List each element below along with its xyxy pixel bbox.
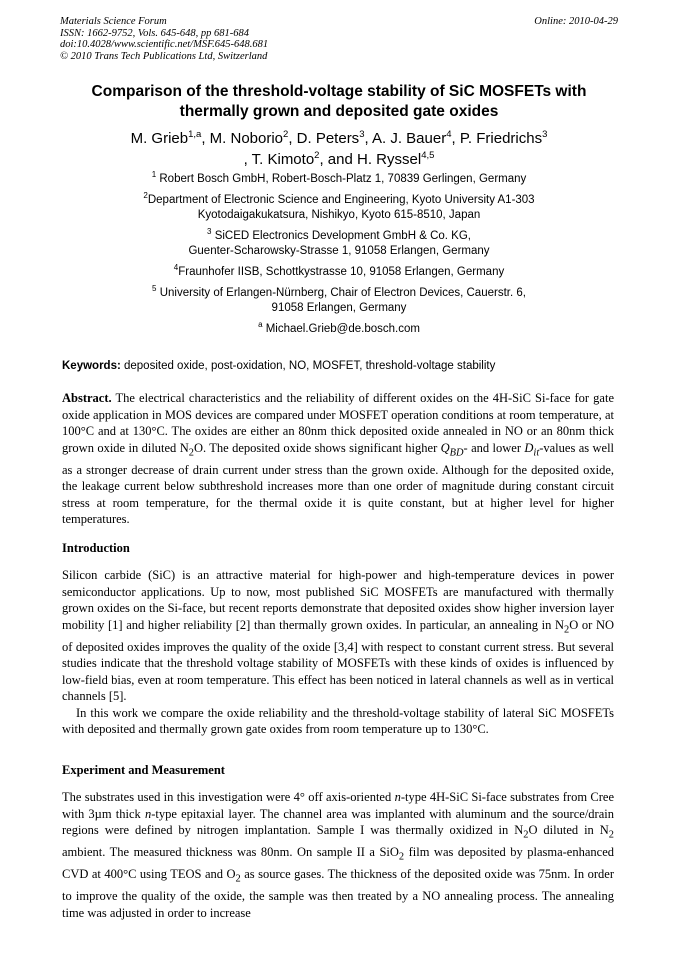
affiliation bbox=[60, 265, 618, 280]
affiliation-line: Robert Bosch GmbH, Robert-Bosch-Platz 1, 70839 Gerlingen, Germany bbox=[159, 173, 527, 185]
author-name: , T. Kimoto bbox=[243, 151, 315, 168]
affiliation-line: Guenter-Scharowsky-Strasse 1, 91058 Erlangen, Germany bbox=[188, 245, 490, 257]
author-affiliation-mark: 3 bbox=[359, 129, 365, 140]
abstract-label: Abstract. bbox=[62, 391, 112, 405]
journal-name: Materials Science Forum bbox=[60, 16, 167, 27]
copyright-line: © 2010 Trans Tech Publications Ltd, Switzerland bbox=[60, 50, 268, 62]
journal-header bbox=[60, 16, 618, 62]
subscript: 2 bbox=[564, 624, 570, 635]
paragraph-text: ambient. The measured thickness was 80nm. On sample II a SiO bbox=[62, 845, 399, 859]
affiliation bbox=[60, 193, 618, 223]
section-heading-experiment: Experiment and Measurement bbox=[62, 763, 225, 777]
paragraph-text: -type 4H-SiC Si-face substrates from Cree with 3µm thick bbox=[62, 790, 614, 821]
author-list bbox=[60, 128, 618, 170]
paragraph-text: O diluted in N bbox=[528, 823, 609, 837]
affiliation-email bbox=[60, 322, 618, 337]
section-heading-introduction: Introduction bbox=[62, 541, 130, 555]
paragraph-text: as source gases. The thickness of the deposited oxide was 75nm. In order to improve the quality of the oxide, the sample was then treated by a NO annealing process. The annealing time was adjusted in order to increase bbox=[62, 867, 614, 920]
affiliation-mark: 4 bbox=[173, 263, 179, 273]
italic-n: n bbox=[144, 806, 152, 821]
symbol: Q bbox=[440, 440, 450, 455]
author-name: , P. Friedrichs bbox=[451, 130, 543, 147]
subscript: 2 bbox=[608, 829, 614, 841]
author-name: , D. Peters bbox=[288, 130, 360, 147]
author-name: , and H. Ryssel bbox=[319, 151, 422, 168]
keywords-text: deposited oxide, post-oxidation, NO, MOSFET, threshold-voltage stability bbox=[120, 360, 496, 372]
paragraph-text: -type epitaxial layer. The channel area was implanted with aluminum and the source/drain regions were defined by nitrogen implantation. Sample I was thermally oxidized in N bbox=[62, 806, 614, 837]
author-name: , M. Noborio bbox=[201, 130, 284, 147]
subscript: 2 bbox=[235, 873, 241, 885]
subscript: 2 bbox=[523, 829, 529, 841]
paragraph-text: Silicon carbide (SiC) is an attractive material for high-power and high-temperature devices in power semiconductor applications. Up to now, most published SiC MOSFETs are manufactured with thermally grown oxides on the Si-face, but recent reports demonstrate that deposited oxides show higher inversion layer mobility [1] and higher reliability [2] than thermally grown oxides. In particular, an annealing in N bbox=[62, 568, 614, 632]
author-affiliation-mark: 2 bbox=[283, 129, 289, 140]
keywords-label: Keywords: bbox=[62, 360, 121, 372]
paragraph-text: O or NO of deposited oxides improves the quality of the oxide [3,4] with respect to constant current stress. But several studies indicate that the threshold voltage stability of MOSFETs with these kinds of oxides is influenced by low-field bias, even at room temperature. This effect has been noticed in lateral channels as well as in vertical channels [5]. bbox=[62, 617, 614, 703]
author-affiliation-mark: 3 bbox=[542, 129, 548, 140]
affiliations bbox=[60, 172, 618, 343]
abstract-text: O. The deposited oxide shows significant higher bbox=[193, 440, 441, 455]
author-affiliation-mark: 4 bbox=[446, 129, 452, 140]
abstract bbox=[62, 390, 614, 528]
email-address: Michael.Grieb@de.bosch.com bbox=[265, 323, 420, 335]
symbol: D bbox=[524, 440, 534, 455]
subscript: 2 bbox=[188, 447, 194, 458]
paragraph-text: In this work we compare the oxide reliability and the threshold-voltage stability of lateral SiC MOSFETs with deposited and thermally grown gate oxides from room temperature up to 130°C. bbox=[62, 705, 614, 736]
experiment-body bbox=[62, 789, 614, 921]
affiliation-line: 91058 Erlangen, Germany bbox=[271, 302, 407, 314]
keywords bbox=[62, 359, 618, 374]
subscript: 2 bbox=[398, 851, 405, 863]
affiliation bbox=[60, 172, 618, 187]
author-name: M. Grieb bbox=[130, 130, 189, 147]
introduction-body bbox=[62, 567, 614, 738]
paragraph-text: film was deposited by plasma-enhanced CVD at 400°C using TEOS and O bbox=[62, 845, 614, 881]
affiliation-mark: 2 bbox=[143, 191, 148, 201]
abstract-text: The electrical characteristics and the reliability of different oxides on the 4H-SiC Si-face for gate oxide application in MOS devices are compared under MOSFET operation conditions at room temperature, at 100°C and at 130°C. The oxides are either an 80nm thick deposited oxide annealed in NO or an 80nm thick grown oxide in diluted N bbox=[62, 391, 614, 455]
doi-line: doi:10.4028/www.scientific.net/MSF.645-648.681 bbox=[60, 39, 269, 50]
issn-line: ISSN: 1662-9752, Vols. 645-648, pp 681-684 bbox=[60, 27, 249, 39]
affiliation-line: University of Erlangen-Nürnberg, Chair of Electron Devices, Cauerstr. 6, bbox=[159, 287, 526, 299]
italic-n: n bbox=[394, 790, 401, 804]
affiliation-mark: 3 bbox=[207, 227, 212, 237]
affiliation bbox=[60, 286, 618, 316]
affiliation-line: SiCED Electronics Development GmbH & Co. KG, bbox=[214, 230, 471, 242]
affiliation-line: Fraunhofer IISB, Schottkystrasse 10, 91058 Erlangen, Germany bbox=[178, 266, 505, 278]
affiliation-mark: 5 bbox=[152, 284, 157, 294]
subscript: BD bbox=[449, 447, 464, 458]
subscript: it bbox=[533, 447, 540, 458]
affiliation-line: Department of Electronic Science and Engineering, Kyoto University A1-303 bbox=[147, 194, 535, 206]
author-name: , A. J. Bauer bbox=[364, 130, 447, 147]
paper-title: Comparison of the threshold-voltage stability of SiC MOSFETs with thermally grown and deposited gate oxides bbox=[91, 83, 587, 120]
abstract-text: - and lower bbox=[463, 440, 525, 455]
paragraph-text: The substrates used in this investigation were 4° off axis-oriented bbox=[62, 790, 395, 804]
author-affiliation-mark: 2 bbox=[314, 150, 320, 161]
author-affiliation-mark: 1,a bbox=[188, 129, 202, 140]
affiliation-mark: 1 bbox=[151, 170, 157, 180]
affiliation-line: Kyotodaigakukatsura, Nishikyo, Kyoto 615-8510, Japan bbox=[197, 209, 481, 221]
online-date: Online: 2010-04-29 bbox=[534, 16, 618, 27]
affiliation-mark: a bbox=[258, 320, 263, 330]
affiliation bbox=[60, 229, 618, 259]
author-affiliation-mark: 4,5 bbox=[421, 150, 435, 161]
abstract-text: -values as well as a stronger decrease of drain current under stress than the grown oxide. Although for the deposited oxide, the leakage current below subthreshold increases more than one order of magnitude during constant circuit stress at room temperature, for the thermal oxide it is quite constant, but at higher level for higher temperatures. bbox=[62, 440, 615, 526]
